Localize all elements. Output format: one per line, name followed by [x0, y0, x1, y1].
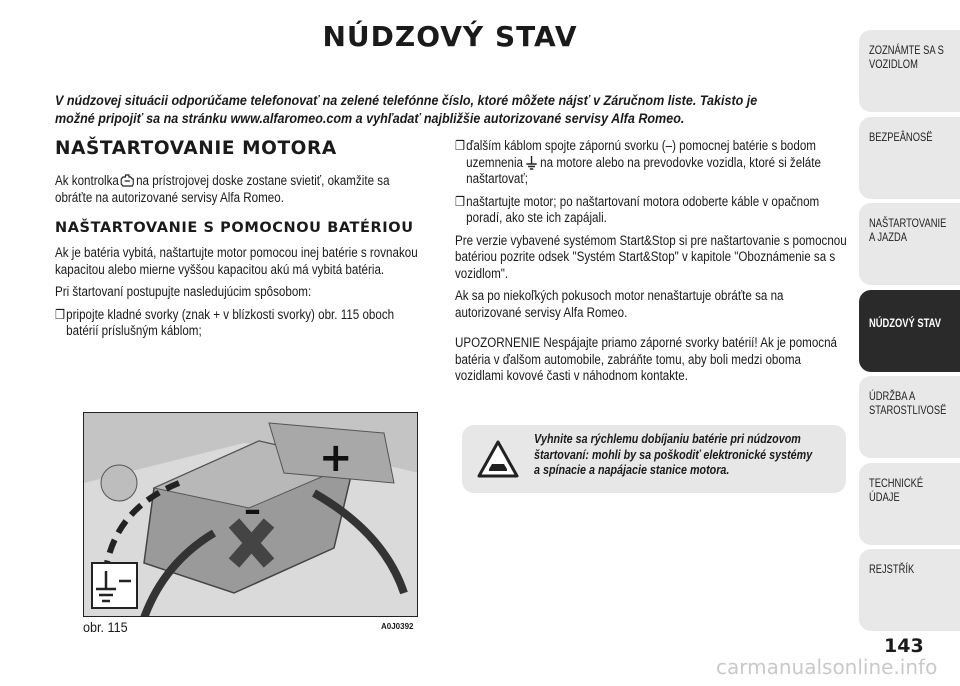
chapter-tabs: [859, 30, 960, 636]
list-item: ❒ naštartujte motor; po naštartovaní motora odoberte káble v opačnom poradí, ako ste ich zapájali.: [455, 193, 820, 225]
tab-zoznamte-sa[interactable]: ZOZNÁMTE SA S VOZIDLOM: [859, 30, 960, 112]
ground-icon: [524, 156, 539, 170]
warning-triangle-icon: [476, 439, 520, 479]
paragraph-service: Ak sa po niekoľkých pokusoch motor nenaštartuje obráťte sa na autorizované servisy Alfa Romeo.: [455, 288, 784, 320]
tab-nastartovanie-a-jazda[interactable]: NAŠTARTOVANIE A JAZDA: [859, 203, 960, 285]
tab-bezpecnost[interactable]: BEZPEÂNOSË: [859, 117, 960, 199]
right-column: [455, 138, 850, 391]
warning-text: Vyhnite sa rýchlemu dobíjaniu batérie pri núdzovom štartovaní: mohli by sa poškodiť elektronické systémy a spínacie a napájacie stanice motora.: [534, 432, 813, 477]
bullet-mark: ❒: [455, 138, 466, 153]
section-heading-engine-start: NAŠTARTOVANIE MOTORA: [55, 138, 337, 159]
tab-nudzovy-stav[interactable]: NÚDZOVÝ STAV: [859, 290, 960, 372]
list-item: ❒ pripojte kladné svorky (znak + v blízkosti svorky) obr. 115 oboch batérií príslušným káblom;: [55, 306, 395, 338]
paragraph-warning-light: Ak kontrolka na prístrojovej doske zostane svietiť, okamžite sa obráťte na autorizované servisy Alfa Romeo.: [55, 173, 390, 205]
left-column: [55, 138, 430, 346]
paragraph-battery: Ak je batéria vybitá, naštartujte motor pomocou inej batérie s rovnakou kapacitou alebo mierne vyššou kapacitou akú má vybitá batéria.: [55, 245, 418, 277]
subsection-heading-jump-start: NAŠTARTOVANIE S POMOCNOU BATÉRIOU: [55, 220, 414, 236]
paragraph-procedure: Pri štartovaní postupujte nasledujúcim spôsobom:: [55, 284, 312, 299]
figure-battery-photo: [83, 412, 418, 617]
tab-rejstrik[interactable]: REJSTŘÍK: [859, 549, 960, 631]
battery-illustration: [84, 413, 418, 617]
watermark: carmanualsonline.info: [716, 655, 938, 679]
ground-symbol-box: [92, 563, 137, 608]
bullet-mark: ❒: [55, 306, 66, 322]
paragraph-caution: UPOZORNENIE Nespájajte priamo záporné svorky batérií! Ak je pomocná batéria v ďalšom automobile, zabráňte tomu, aby boli medzi oboma vozidlami kovové časti v náhodnom kontakte.: [455, 335, 838, 383]
tab-udrzba[interactable]: ÚDRŽBA A STAROSTLIVOSË: [859, 376, 960, 458]
paragraph-start-stop: Pre verzie vybavené systémom Start&Stop si pre naštartovanie s pomocnou batériou pozrite odsek "Systém Start&Stop" v kapitole "Oboznámenie sa s vozidlom".: [455, 232, 847, 281]
page-number: 143: [884, 635, 924, 657]
intro-paragraph: V núdzovej situácii odporúčame telefonovať na zelené telefónne číslo, ktoré môžete nájsť v Záručnom liste. Takisto je možné pripojiť sa na stránku www.alfaromeo.com a vyhľadať najbližšie autorizované servisy Alfa Romeo.: [55, 93, 758, 126]
figure-code: A0J0392: [381, 622, 414, 631]
warning-box: [462, 425, 846, 493]
page-title: NÚDZOVÝ STAV: [322, 20, 578, 53]
bullet-mark: ❒: [455, 193, 466, 209]
minus-sign: –: [244, 490, 261, 530]
list-item: ❒ ďalším káblom spojte zápornú svorku (–) pomocnej batérie s bodom uzemnenia na motore alebo na prevodovke vozidla, ktoré si želáte naštartovať;: [455, 138, 821, 186]
tab-technicke-udaje[interactable]: TECHNICKÉ ÚDAJE: [859, 463, 960, 545]
figure-caption: obr. 115: [83, 619, 128, 635]
plus-sign: +: [319, 435, 353, 481]
engine-warning-icon: [120, 174, 135, 188]
